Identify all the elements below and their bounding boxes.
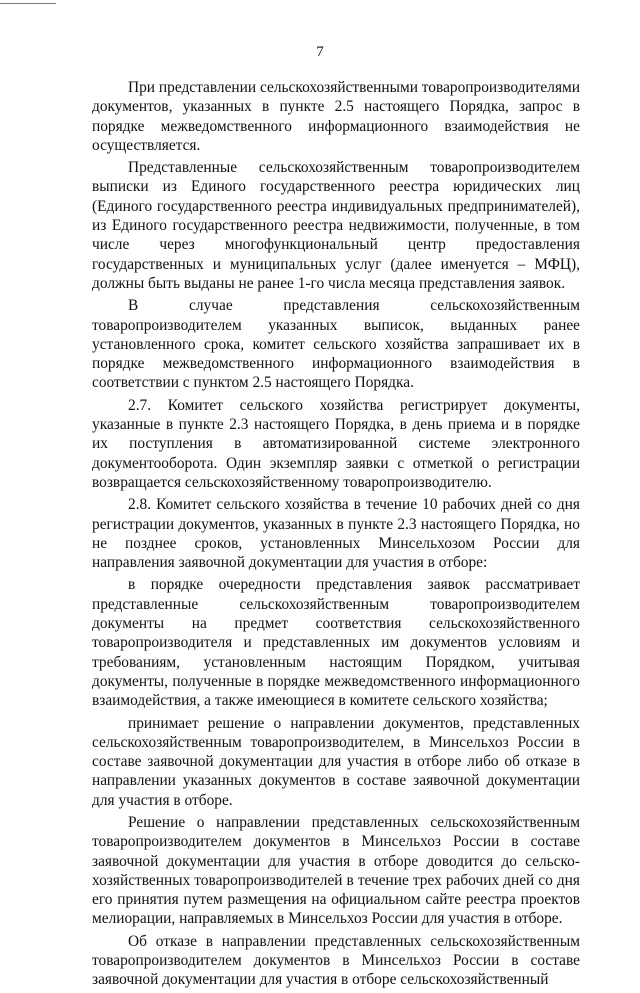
document-body [92,78,580,993]
paragraph-interdepartmental-request: При представлении сельскохозяйственными товаропроизводителями документов, указанных в пункте 2.5 настоящего Порядка, запрос в порядке межведомственного информационного взаимодействия не осуществляется. [92,79,581,154]
paragraph-decision: принимает решение о направлении документов, представленных сельскохозяйственным товаропроизводителем, в Минсельхоз России в составе заявочной документации для участия в отборе либо об отказе в направлении указанных документов в составе заявочной документации для участия в отборе. [92,714,580,809]
paragraph-clause-2-8: 2.8. Комитет сельского хозяйства в течение 10 рабочих дней со дня регистрации документов, указанных в пункте 2.3 настоящего Порядка, но не позднее сроков, установленных Минсельхозом России для направления заявочной документации для участия в отборе: [92,496,580,572]
paragraph-decision-notification: Решение о направлении представленных сельскохозяйственным товаропроизводителем документов в Минсельхоз России в составе заявочной документации для участия в отборе доводится до сельско-хозяйственных товаропроизводителей в течение трех рабочих дней со дня его принятия путем размещения на официальном сайте реестра проектов мелиорации, направляемых в Минсельхоз России для участия в отборе. [92,813,580,928]
paragraph-refusal: Об отказе в направлении представленных сельскохозяйственным товаропроизводителем документов в Минсельхоз России в составе заявочной документации для участия в отборе сельскохозяйственный [92,932,580,989]
top-edge-rule [0,3,56,4]
paragraph-review-documents: в порядке очередности представления заявок рассматривает представленные сельскохозяйственным товаропроизводителем документы на предмет соответствия сельскохозяйственного товаропроизводителя и представленных им документов условиям и требованиям, установленным настоящим Порядком, учитывая документы, полученные в порядке межведомственного информационного взаимодействия, а также имеющиеся в комитете сельского хозяйства; [92,576,580,710]
paragraph-outdated-extracts: В случае представления сельскохозяйственным товаропроизводителем указанных выписок, выданных ранее установленного срока, комитет сельского хозяйства запрашивает их в порядке межведомственного информационного взаимодействия в соответствии с пунктом 2.5 настоящего Порядка. [92,297,580,392]
page-number: 7 [316,44,324,60]
paragraph-clause-2-7: 2.7. Комитет сельского хозяйства регистрирует документы, указанные в пункте 2.3 настоящего Порядка, в день приема и в порядке их поступления в автоматизированной системе электронного документооборота. Один экземпляр заявки с отметкой о регистрации возвращается сельскохозяйственному товаропроизводителю. [92,396,580,491]
paragraph-registry-extracts: Представленные сельскохозяйственным товаропроизводителем выписки из Единого государственного реестра юридических лиц (Единого государственного реестра индивидуальных предпринимателей), из Единого государственного реестра недвижимости, полученные, в том числе через многофункциональный центр предоставления государственных и муниципальных услуг (далее именуется – МФЦ), должны быть выданы не ранее 1-го числа месяца представления заявок. [92,159,580,292]
